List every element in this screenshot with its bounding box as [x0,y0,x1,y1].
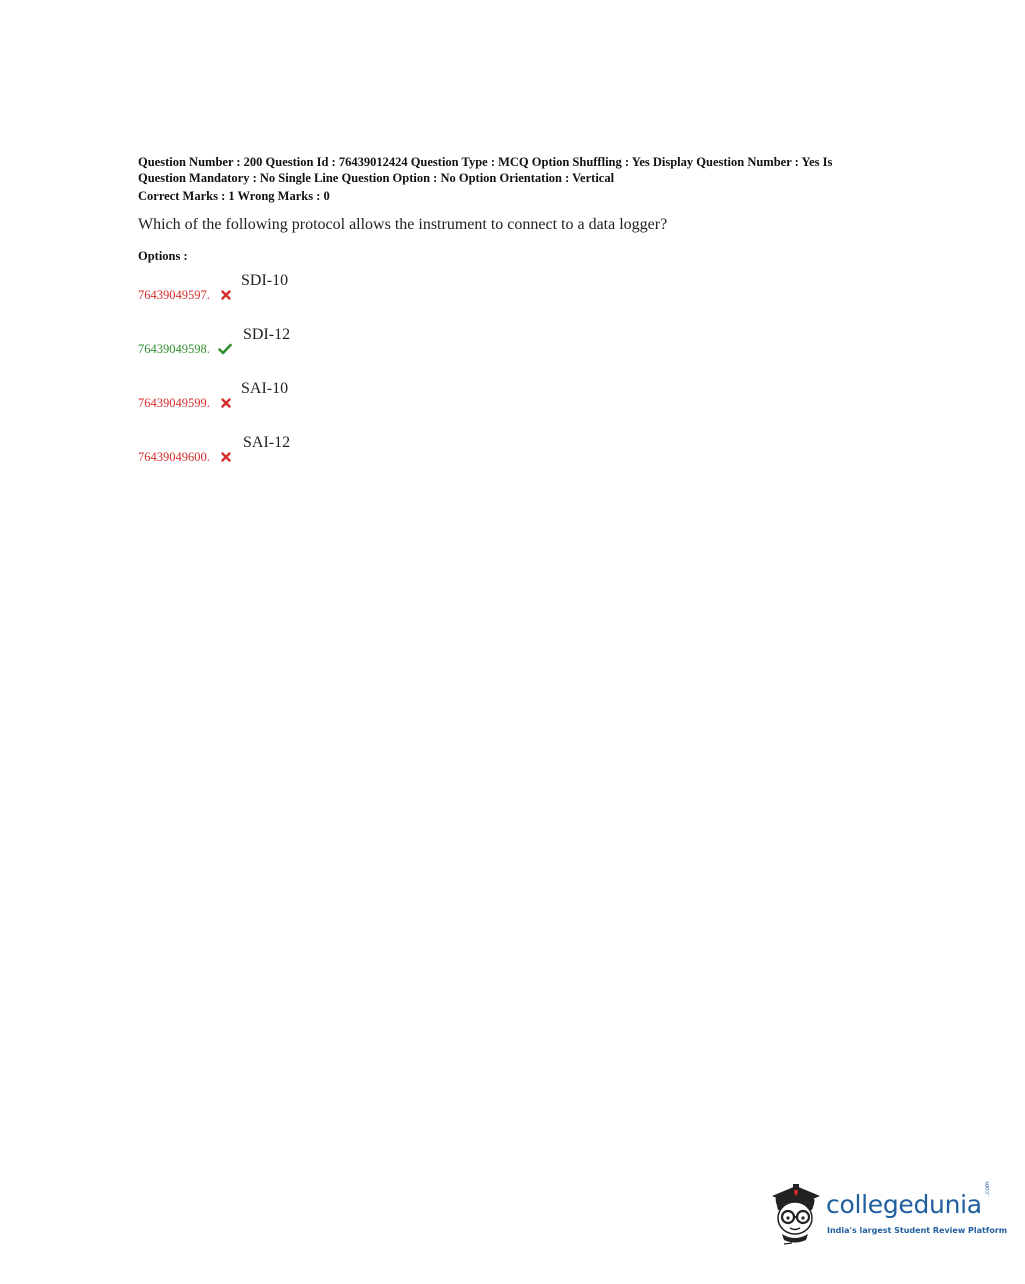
logo-wordmark: collegedunia [826,1190,982,1219]
collegedunia-logo [766,1176,1008,1248]
option-text: SAI-12 [243,434,291,451]
option-item [138,434,438,464]
check-icon [218,343,232,355]
option-id: 76439049598. [138,342,210,356]
option-item [138,326,438,356]
cross-icon [220,289,232,301]
options-label: Options : [138,249,188,263]
option-id: 76439049600. [138,450,210,464]
option-id: 76439049597. [138,288,210,302]
metadata-line-2: Question Mandatory : No Single Line Question Option : No Option Orientation : Vertical [138,170,615,185]
marks-info: Correct Marks : 1 Wrong Marks : 0 [138,189,330,203]
option-text: SAI-10 [241,380,289,397]
question-text: Which of the following protocol allows the instrument to connect to a data logger? [138,216,668,233]
option-id: 76439049599. [138,396,210,410]
logo-tagline: India's largest Student Review Platform [827,1226,1008,1235]
question-metadata [138,155,898,186]
option-text: SDI-12 [243,326,291,343]
logo-domain-suffix: .com [984,1181,991,1196]
option-text: SDI-10 [241,272,289,289]
metadata-line-1: Question Number : 200 Question Id : 76439012424 Question Type : MCQ Option Shuffling : Yes Display Question Number : Yes Is [138,155,833,169]
cross-icon [220,397,232,409]
mascot-icon [766,1176,826,1246]
option-item [138,272,438,302]
cross-icon [220,451,232,463]
option-item [138,380,438,410]
